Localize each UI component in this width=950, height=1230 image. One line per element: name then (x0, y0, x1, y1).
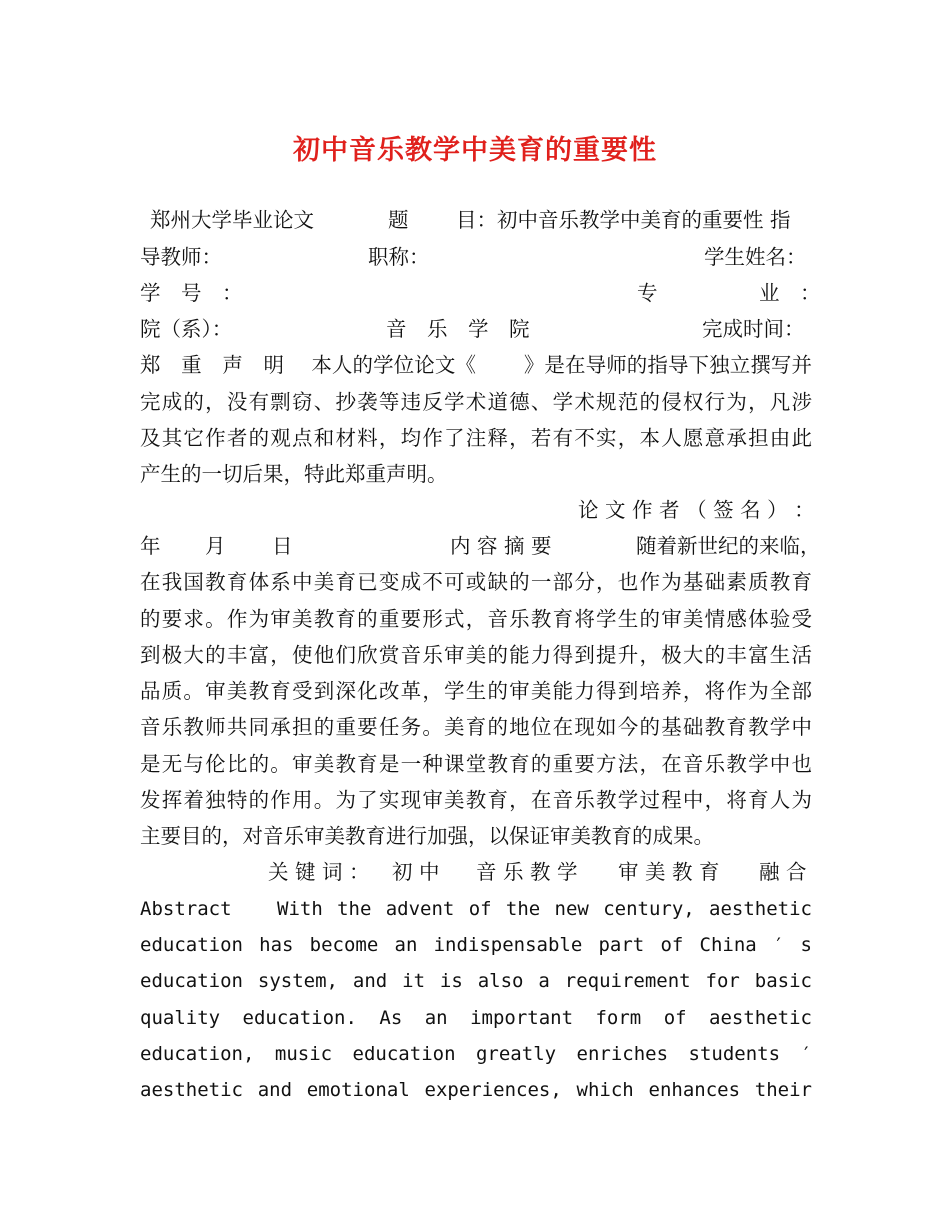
author-signature-label: 论 文 作 者 （ 签 名 ） ： (578, 498, 815, 522)
english-line: education system, and it is also a requirement for basic (140, 970, 812, 992)
topic-value: 目：初中音乐教学中美育的重要性 指 (456, 208, 791, 232)
year-label: 年 (140, 534, 161, 558)
english-line: education, music education greatly enriches students ′ (140, 1043, 812, 1065)
english-first-line (140, 891, 812, 927)
english-first-text: With the advent of the new century, aesthetic (277, 898, 812, 920)
abstract-line: 到极大的丰富，使他们欣赏音乐审美的能力得到提升，极大的丰富生活 (140, 643, 812, 667)
declaration-line: 及其它作者的观点和材料，均作了注释，若有不实，本人愿意承担由此 (140, 426, 812, 450)
advisor-label: 导教师： (140, 245, 222, 269)
abstract-line: 的要求。作为审美教育的重要形式，音乐教育将学生的审美情感体验受 (140, 607, 812, 631)
document-title: 初中音乐教学中美育的重要性 (293, 135, 657, 166)
info-line-title (140, 202, 812, 238)
department-value: 音 乐 学 院 (386, 317, 530, 341)
student-name-label: 学生姓名： (704, 245, 807, 269)
abstract-line: 品质。审美教育受到深化改革，学生的审美能力得到培养，将作为全部 (140, 679, 812, 703)
info-line-student-id (140, 275, 821, 311)
declaration-line: 产生的一切后果，特此郑重声明。 (140, 462, 448, 486)
date-abstract-line (140, 528, 821, 564)
abstract-line: 主要目的，对音乐审美教育进行加强，以保证审美教育的成果。 (140, 824, 714, 848)
keyword-1: 初 中 (392, 860, 440, 884)
university-label: 郑州大学毕业论文 (150, 208, 314, 232)
english-line: aesthetic and emotional experiences, which enhances their (140, 1079, 812, 1101)
abstract-line: 在我国教育体系中美育已变成不可或缺的一部分，也作为基础素质教育 (140, 570, 812, 594)
month-label: 月 (205, 534, 226, 558)
declaration-line: 郑 重 声 明 本人的学位论文《 》是在导师的指导下独立撰写并 (140, 353, 812, 377)
keywords-line (140, 854, 812, 890)
info-line-teacher (140, 239, 812, 275)
major-label-b: 业 ： (759, 281, 821, 305)
major-label-a: 专 (637, 281, 658, 305)
declaration-line: 完成的，没有剽窃、抄袭等违反学术道德、学术规范的侵权行为，凡涉 (140, 390, 812, 414)
english-abstract-label: Abstract (140, 898, 232, 920)
english-line: education has become an indispensable part of China ′ s (140, 934, 812, 956)
abstract-line: 音乐教师共同承担的重要任务。美育的地位在现如今的基础教育教学中 (140, 715, 812, 739)
abstract-line: 发挥着独特的作用。为了实现审美教育，在音乐教学过程中，将育人为 (140, 788, 812, 812)
keyword-3: 审 美 教 育 (618, 860, 720, 884)
department-label: 院（系）： (140, 317, 233, 341)
day-label: 日 (272, 534, 293, 558)
abstract-line: 是无与伦比的。审美教育是一种课堂教育的重要方法，在音乐教学中也 (140, 752, 812, 776)
keywords-label: 关 键 词 ： (268, 860, 370, 884)
keyword-2: 音 乐 教 学 (476, 860, 578, 884)
student-id-label: 学 号 ： (140, 281, 243, 305)
english-line: quality education. As an important form of aesthetic (140, 1007, 812, 1029)
info-line-department (140, 311, 812, 347)
keyword-4: 融 合 (759, 860, 807, 884)
rank-label: 职称： (368, 245, 430, 269)
abstract-start: 随着新世纪的来临， (636, 534, 821, 558)
abstract-heading: 内 容 摘 要 (450, 534, 552, 558)
completion-time-label: 完成时间： (702, 317, 805, 341)
topic-label: 题 (388, 208, 409, 232)
signature-line (140, 492, 815, 528)
